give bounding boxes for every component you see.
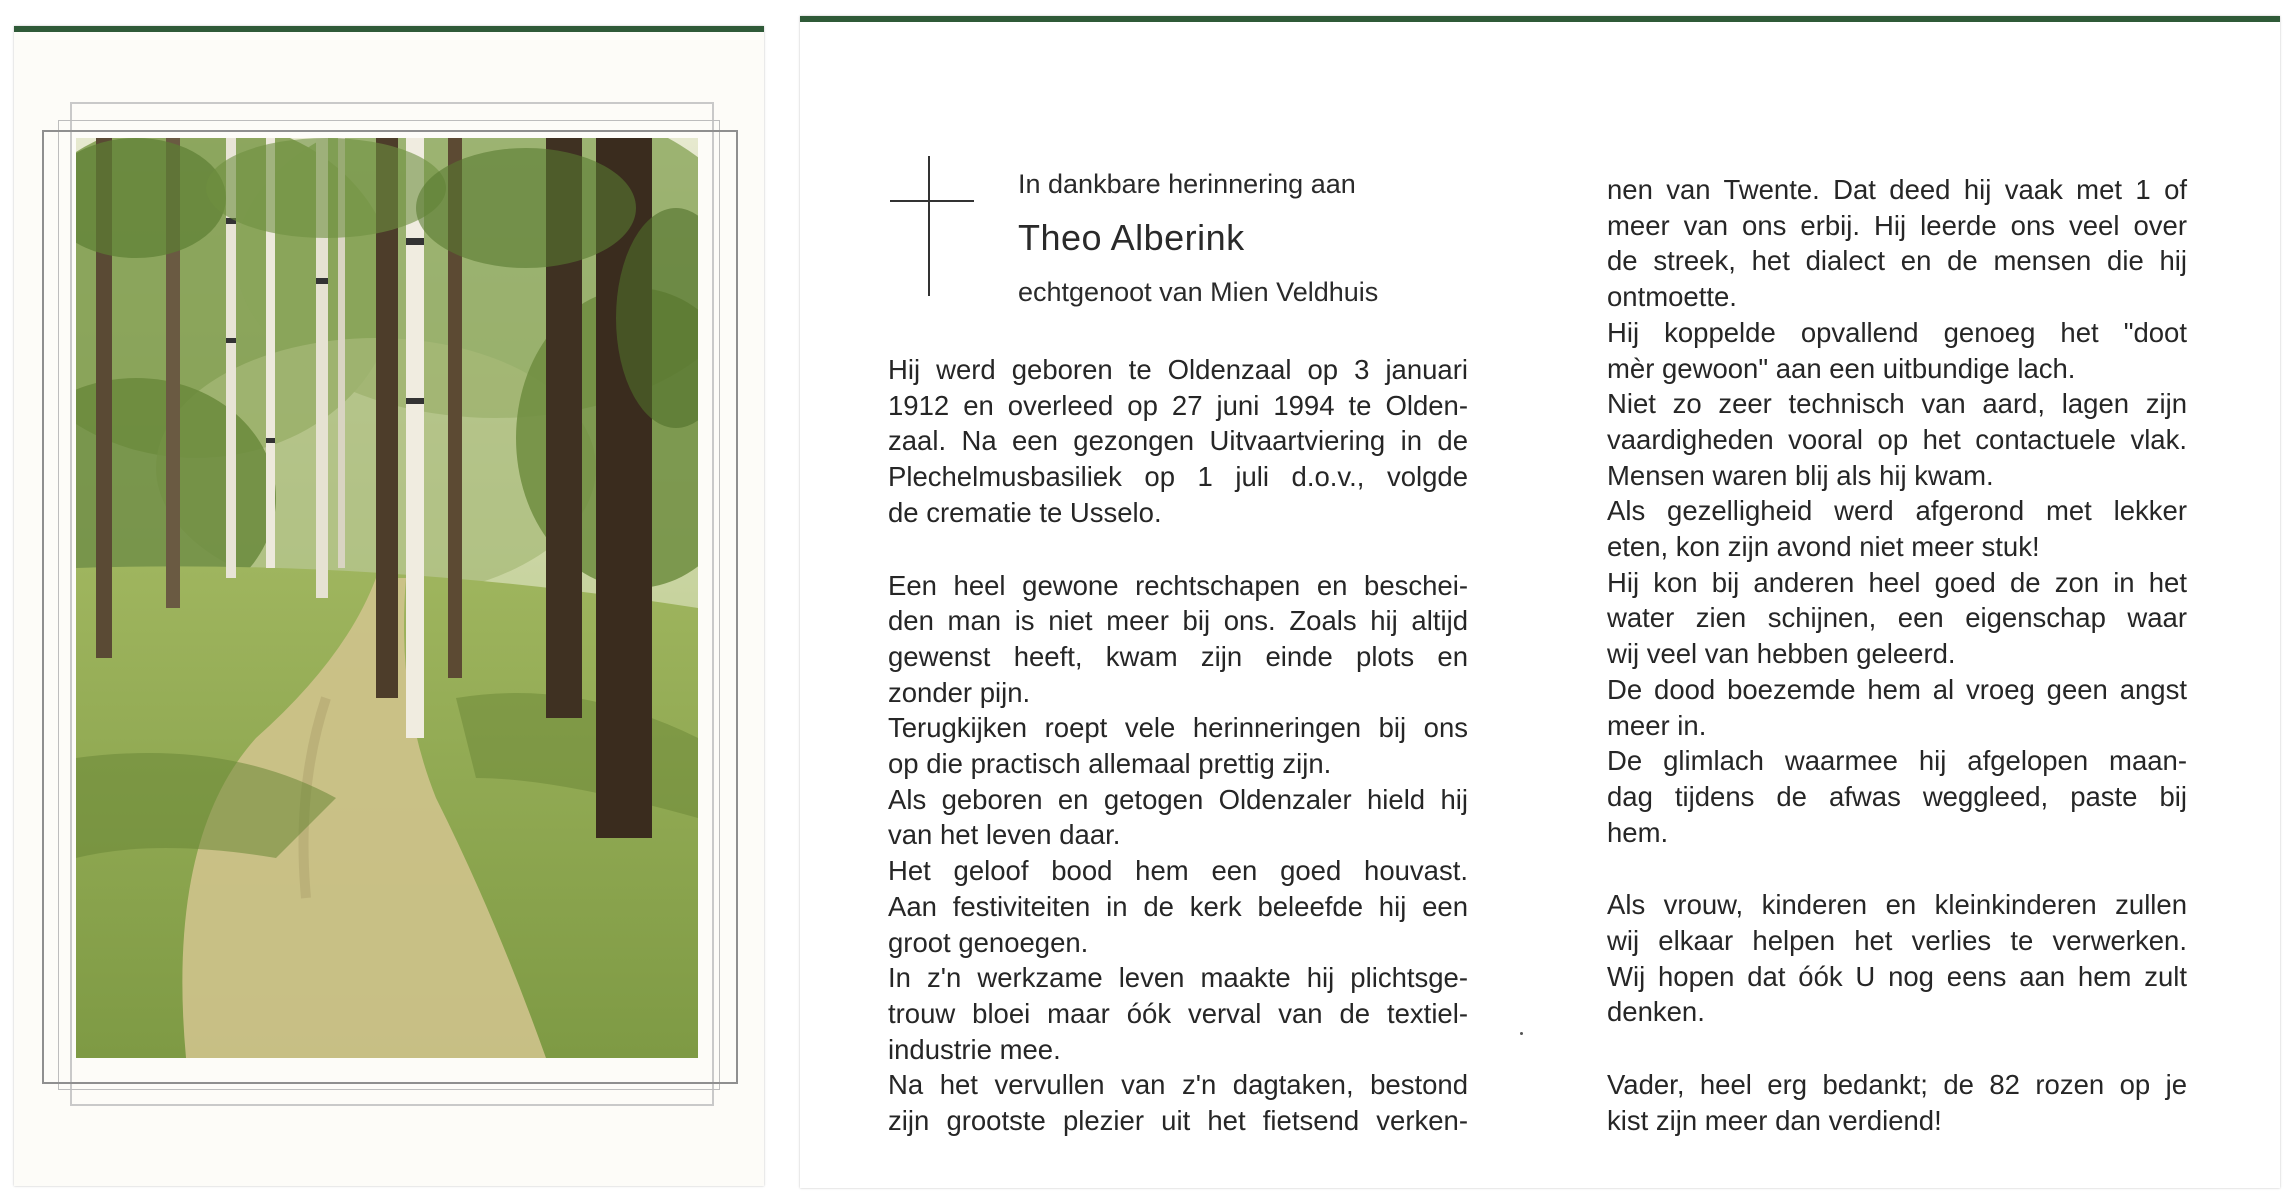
text-line: Hij koppelde opvallend genoeg het "doot	[1607, 316, 2187, 348]
text-line: van het leven daar.	[888, 819, 1121, 851]
text-line: Plechelmusbasiliek op 1 juli d.o.v., volgde	[888, 461, 1468, 493]
text-line: zonder pijn.	[888, 676, 1031, 708]
text-line: eten, kon zijn avond niet meer stuk!	[1607, 531, 2040, 563]
text-line: mèr gewoon" aan een uitbundige lach.	[1607, 352, 2076, 384]
text-line: De dood boezemde hem al vroeg geen angst	[1607, 673, 2187, 705]
text-line: dag tijdens de afwas weggleed, paste bij	[1607, 780, 2187, 812]
text-line: De glimlach waarmee hij afgelopen maan-	[1607, 745, 2187, 777]
text-line: Hij kon bij anderen heel goed de zon in het	[1607, 566, 2187, 598]
text-line: Een heel gewone rechtschapen en beschei-	[888, 569, 1468, 601]
text-line: de crematie te Usselo.	[888, 496, 1162, 528]
text-line: nen van Twente. Dat deed hij vaak met 1 of	[1607, 174, 2187, 205]
memorial-header	[1018, 166, 1578, 310]
text-line: den man is niet meer bij ons. Zoals hij altijd	[888, 605, 1468, 637]
text-line: kist zijn meer dan verdiend!	[1607, 1104, 1942, 1136]
text-line: In z'n werkzame leven maakte hij plichtsge-	[888, 962, 1468, 994]
text-column-left	[888, 352, 1468, 1139]
text-line: Terugkijken roept vele herinneringen bij ons	[888, 712, 1468, 744]
text-line: ontmoette.	[1607, 281, 1737, 313]
text-line: Als geboren en getogen Oldenzaler hield hij	[888, 783, 1468, 815]
speck	[1520, 1032, 1523, 1035]
text-line: vaardigheden vooral op het contactuele vlak.	[1607, 423, 2187, 455]
text-line: op die practisch allemaal prettig zijn.	[888, 748, 1332, 780]
text-card	[800, 16, 2280, 1188]
forest-illustration	[76, 138, 698, 1058]
text-line: zijn grootste plezier uit het fietsend verken-	[888, 1105, 1468, 1137]
text-line: Wij hopen dat óók U nog eens aan hem zult	[1607, 960, 2187, 992]
text-line: zaal. Na een gezongen Uitvaartviering in de	[888, 425, 1468, 457]
text-line: meer van ons erbij. Hij leerde ons veel over	[1607, 209, 2187, 241]
text-line: groot genoegen.	[888, 926, 1089, 958]
forest-path-photo	[76, 138, 698, 1058]
text-line: Het geloof bood hem een goed houvast.	[888, 855, 1468, 887]
text-line: wij veel van hebben geleerd.	[1607, 638, 1956, 670]
paragraph-gap	[888, 531, 1468, 568]
text-line: Mensen waren blij als hij kwam.	[1607, 459, 1994, 491]
text-line: Na het vervullen van z'n dagtaken, bestond	[888, 1069, 1468, 1101]
paragraph-gap	[1607, 1030, 2187, 1067]
text-line: wij elkaar helpen het verlies te verwerken.	[1607, 925, 2187, 957]
deceased-name: Theo Alberink	[1018, 217, 1245, 258]
text-line: trouw bloei maar óók verval van de textiel-	[888, 997, 1468, 1029]
paragraph-gap	[1607, 850, 2187, 887]
text-line: de streek, het dialect en de mensen die hij	[1607, 245, 2187, 277]
cross-icon	[890, 156, 974, 296]
text-line: 1912 en overleed op 27 juni 1994 te Olden-	[888, 389, 1468, 421]
text-line: Vader, heel erg bedankt; de 82 rozen op je	[1607, 1069, 2187, 1101]
text-line: water zien schijnen, een eigenschap waar	[1607, 602, 2187, 634]
text-line: meer in.	[1607, 709, 1707, 741]
text-line: Als vrouw, kinderen en kleinkinderen zullen	[1607, 889, 2187, 921]
text-line: Niet zo zeer technisch van aard, lagen zijn	[1607, 388, 2187, 420]
text-line: Als gezelligheid werd afgerond met lekker	[1607, 495, 2187, 527]
text-line: gewenst heeft, kwam zijn einde plots en	[888, 640, 1468, 672]
spouse-text: echtgenoot van Mien Veldhuis	[1018, 277, 1379, 307]
text-line: Aan festiviteiten in de kerk beleefde hij een	[888, 890, 1468, 922]
text-line: denken.	[1607, 996, 1705, 1028]
text-column-right	[1607, 172, 2187, 1139]
photo-card	[14, 26, 764, 1186]
text-line: industrie mee.	[888, 1033, 1061, 1065]
text-line: hem.	[1607, 816, 1669, 848]
text-line: Hij werd geboren te Oldenzaal op 3 januari	[888, 354, 1468, 385]
intro-text: In dankbare herinnering aan	[1018, 169, 1356, 199]
